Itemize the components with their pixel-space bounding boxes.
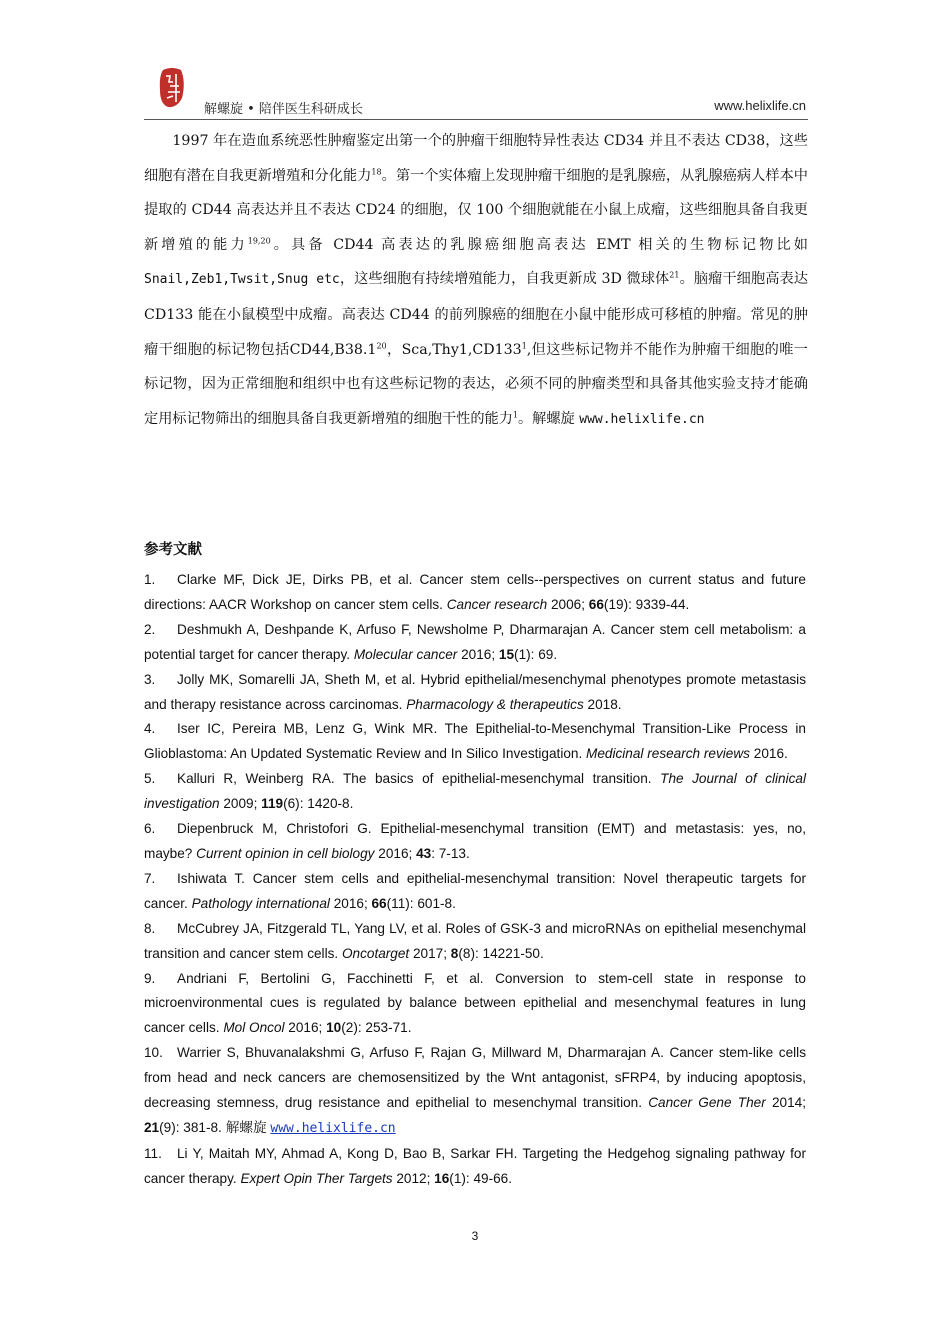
reference-number: 6. — [144, 821, 156, 837]
reference-pages: (1): 49-66. — [449, 1170, 513, 1186]
reference-pages: : 7-13. — [431, 845, 470, 861]
body-text-segment: ,但这些标记物并不能作为肿瘤干细胞的唯一标记物，因为正常细胞和组织中也有这些标记物的表达，必须不同的肿瘤类型和具备其他实验支持才能确定用标记物筛出的细胞具备自我更新增殖的细胞干性的能力 — [144, 341, 808, 427]
reference-journal: Current opinion in cell biology — [196, 845, 375, 861]
reference-journal: Expert Opin Ther Targets — [240, 1170, 393, 1186]
reference-volume: 10 — [326, 1020, 342, 1036]
reference-pages: (1): 69. — [514, 646, 558, 662]
reference-number: 11. — [144, 1145, 162, 1161]
reference-year: 2006; — [547, 596, 589, 612]
reference-volume: 21 — [144, 1119, 160, 1135]
reference-text: Ishiwata T. Cancer stem cells and epithelial-mesenchymal transition: Novel therapeutic targets for cancer. — [144, 870, 806, 911]
reference-item — [144, 1142, 806, 1192]
reference-text: Kalluri R, Weinberg RA. The basics of epithelial-mesenchymal transition. — [177, 771, 661, 787]
reference-item — [144, 917, 806, 967]
reference-volume: 16 — [434, 1170, 450, 1186]
reference-pages: (6): 1420-8. — [283, 796, 354, 812]
body-url-link[interactable]: www.helixlife.cn — [579, 411, 705, 427]
reference-number: 2. — [144, 621, 156, 637]
reference-volume: 66 — [588, 596, 604, 612]
references-heading: 参考文献 — [144, 542, 202, 558]
reference-text: Li Y, Maitah MY, Ahmad A, Kong D, Bao B, Sarkar FH. Targeting the Hedgehog signaling pathway for cancer therapy. — [144, 1145, 806, 1186]
header-url[interactable]: www.helixlife.cn — [714, 98, 806, 113]
reference-number: 10. — [144, 1045, 163, 1061]
reference-number: 9. — [144, 970, 156, 986]
body-text-segment: 。具备 CD44 高表达的乳腺癌细胞高表达 EMT 相关的生物标记物比如 — [270, 236, 808, 253]
citation-marker: 21 — [669, 270, 680, 280]
reference-year: 2014; — [765, 1095, 807, 1111]
reference-item — [144, 668, 806, 718]
reference-number: 7. — [144, 870, 156, 886]
reference-volume: 43 — [416, 845, 432, 861]
reference-journal: Mol Oncol — [223, 1020, 285, 1036]
reference-journal: Pharmacology & therapeutics — [406, 696, 584, 712]
reference-number: 1. — [144, 572, 156, 587]
reference-item — [144, 1041, 806, 1142]
reference-text: Deshmukh A, Deshpande K, Arfuso F, Newsholme P, Dharmarajan A. Cancer stem cell metabolism: a potential target for cancer therapy. — [144, 621, 806, 662]
body-text-segment: ，Sca,Thy1,CD133 — [386, 341, 522, 358]
reference-text: Iser IC, Pereira MB, Lenz G, Wink MR. The Epithelial-to-Mesenchymal Transition-Like Process in Glioblastoma: An Updated Systematic Review and In Silico Investigation. — [144, 721, 806, 762]
reference-pages: (8): 14221-50. — [458, 945, 544, 961]
references-list — [144, 568, 806, 1192]
reference-item — [144, 717, 806, 767]
body-text-segment: 。第一个实体瘤上发现肿瘤干细胞的是乳腺癌，从乳腺癌病人样本中提取的 CD44 高表达并且不表达 CD24 的细胞，仅 100 个细胞就能在小鼠上成瘤，这些细胞具备自我更新增殖的能力 — [144, 167, 808, 253]
body-text-segment: ，这些细胞有持续增殖能力，自我更新成 3D 微球体 — [339, 271, 670, 288]
reference-journal: Pathology international — [191, 895, 330, 911]
header-divider — [144, 119, 808, 120]
reference-pages: (19): 9339-44. — [603, 596, 690, 612]
helixlife-logo — [157, 66, 187, 110]
reference-text: Jolly MK, Somarelli JA, Sheth M, et al. Hybrid epithelial/mesenchymal phenotypes promote metastasis and therapy resistance across carcinomas. — [144, 671, 806, 712]
reference-volume: 8 — [450, 945, 459, 961]
reference-pages: (11): 601-8. — [386, 895, 456, 911]
citation-marker: 1 — [512, 410, 518, 420]
citation-marker: 20 — [376, 340, 387, 350]
reference-item — [144, 618, 806, 668]
reference-journal: Cancer research — [446, 596, 548, 612]
citation-marker: 19,20 — [247, 236, 271, 246]
reference-year: 2016; — [284, 1020, 327, 1036]
reference-text: Clarke MF, Dick JE, Dirks PB, et al. Cancer stem cells--perspectives on current status and future directions: AACR Workshop on cancer stem cells. — [144, 572, 806, 612]
reference-number: 8. — [144, 920, 156, 936]
reference-year: 2009; — [219, 796, 262, 812]
reference-item — [144, 568, 806, 618]
reference-watermark-text: 解螺旋 — [225, 1119, 267, 1136]
reference-item — [144, 817, 806, 867]
body-text-segment: 。解螺旋 — [517, 410, 580, 427]
reference-year: 2016; — [329, 895, 372, 911]
body-paragraph — [144, 124, 808, 437]
reference-item — [144, 967, 806, 1042]
reference-journal: Molecular cancer — [353, 646, 458, 662]
reference-year: 2016. — [749, 746, 788, 762]
reference-item — [144, 767, 806, 817]
reference-year: 2016; — [457, 646, 499, 662]
citation-marker: 18 — [371, 166, 382, 176]
reference-volume: 66 — [371, 895, 387, 911]
reference-journal: Cancer Gene Ther — [648, 1095, 766, 1111]
reference-volume: 119 — [261, 796, 284, 812]
reference-journal: Medicinal research reviews — [586, 746, 750, 762]
citation-marker: 1 — [521, 340, 527, 350]
marker-list: Snail,Zeb1,Twsit,Snug etc — [144, 272, 340, 288]
reference-url-link[interactable]: www.helixlife.cn — [270, 1120, 396, 1136]
body-text-segment: 1997 年在造血系统恶性肿瘤鉴定出第一个的肿瘤干细胞特异性表达 CD34 并且不表达 CD38，这些细胞有潜在自我更新增殖和分化能力 — [144, 133, 808, 184]
body-text-segment: 。脑瘤干细胞高表达 CD133 能在小鼠模型中成瘤。高表达 CD44 的前列腺癌的细胞在小鼠中能形成可移植的肿瘤。常见的肿瘤干细胞的标记物包括CD44,B38.1 — [144, 271, 808, 358]
reference-year: 2012; — [392, 1170, 435, 1186]
reference-pages: (9): 381-8. — [159, 1119, 222, 1135]
reference-journal: The Journal of clinical investigation — [144, 771, 806, 812]
reference-item — [144, 867, 806, 917]
reference-pages: (2): 253-71. — [341, 1020, 412, 1036]
reference-text: Warrier S, Bhuvanalakshmi G, Arfuso F, Rajan G, Millward M, Dharmarajan A. Cancer stem-like cells from head and neck cancers are chemosensitized by the Wnt antagonist, sFRP4, by inducing apoptosis, decreasing stemness, drug resistance and epithelial to mesenchymal transition. — [144, 1045, 806, 1111]
reference-year: 2016; — [374, 845, 417, 861]
reference-text: Diepenbruck M, Christofori G. Epithelial-mesenchymal transition (EMT) and metastasis: yes, no, maybe? — [144, 821, 806, 861]
reference-number: 4. — [144, 721, 156, 737]
reference-journal: Oncotarget — [341, 945, 410, 961]
reference-number: 3. — [144, 671, 156, 687]
header-brand-title: 解螺旋 • 陪伴医生科研成长 — [204, 102, 363, 117]
reference-text: Andriani F, Bertolini G, Facchinetti F, et al. Conversion to stem-cell state in response to microenvironmental cues is regulated by balance between epithelial and mesenchymal features in lung cancer cells. — [144, 970, 806, 1036]
reference-year: 2018. — [583, 696, 622, 712]
page-number: 3 — [471, 1229, 479, 1243]
reference-volume: 15 — [498, 646, 515, 662]
reference-year: 2017; — [409, 945, 451, 961]
reference-text: McCubrey JA, Fitzgerald TL, Yang LV, et al. Roles of GSK-3 and microRNAs on epithelial mesenchymal transition and cancer stem cells. — [144, 920, 806, 961]
reference-number: 5. — [144, 771, 156, 787]
